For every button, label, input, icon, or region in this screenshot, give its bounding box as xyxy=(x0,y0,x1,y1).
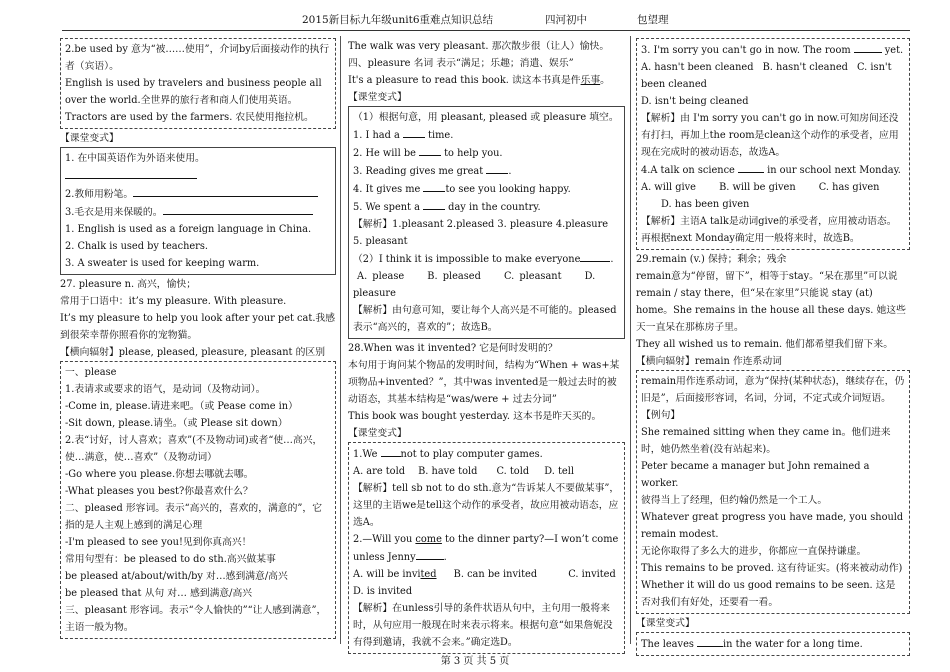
answer-explanation: 【解析】1.pleasant 2.pleased 3. pleasure 4.pleasure 5. pleasant xyxy=(353,219,609,247)
text-line: -I'm pleased to see you!见到你真高兴！ xyxy=(65,537,252,548)
options-row: A. will be invited B. can be invited C. invited xyxy=(353,569,616,580)
drill-box xyxy=(60,147,336,275)
answer-blank[interactable] xyxy=(419,144,441,156)
column-divider-1 xyxy=(340,36,341,644)
text-line: This book was bought yesterday. 这本书是昨天买的。 xyxy=(348,411,602,422)
drill-question: （2）I think it is impossible to make everyone . xyxy=(353,250,620,268)
text-line: be pleased that 从句 对… 感到满意/高兴 xyxy=(65,588,253,599)
drill-answer: 3. A sweater is used for keeping warm. xyxy=(65,258,260,269)
drill-question: 1. 在中国英语作为外语来使用。 xyxy=(65,150,331,185)
drill-question: 2. He will be to help you. xyxy=(353,144,620,162)
option-b[interactable]: B. hasn't cleaned xyxy=(762,62,848,73)
drill-question: 3.毛衣是用来保暖的。 xyxy=(65,203,331,221)
radiate-heading: 【横向辐射】remain 作连系动词 xyxy=(636,356,782,367)
option-b[interactable]: B. pleased xyxy=(427,271,481,282)
be-used-by-box xyxy=(60,38,336,129)
text-line: 二、pleased 形容词。表示“高兴的，喜欢的，满意的”，它指的是人主观上感到的满足心理 xyxy=(65,503,323,531)
option-d[interactable]: D. isn't being cleaned xyxy=(641,96,749,107)
text-line: Peter became a manager but John remained a worker. xyxy=(641,461,870,489)
answer-blank[interactable] xyxy=(423,180,445,192)
text-line: 本句用于询问某个物品的发明时间，结构为“When + was+某项物品+invented？”，其中was invented是一般过去时的被动语态，其基本结构是“was/were + 过去分词” xyxy=(348,360,620,405)
answer-blank[interactable] xyxy=(486,162,508,174)
text-line: remain用作连系动词，意为“保持(某种状态)，继续存在，仍旧是”，后面接形容词，名词，分词，不定式或介词短语。 xyxy=(641,376,905,404)
remain-usage-box xyxy=(636,370,910,614)
drill-question: 3. I'm sorry you can't go in now. The room yet. xyxy=(641,41,905,59)
option-c[interactable]: C. has given xyxy=(818,182,880,193)
answer-blank[interactable] xyxy=(381,445,401,457)
answer-explanation: 【解析】由句意可知，要让每个人高兴是不可能的。pleased表示“高兴的，喜欢的”；故选B。 xyxy=(353,305,617,333)
text-line: 1.表请求或要求的语气，是动词（及物动词）。 xyxy=(65,384,266,395)
text-line: Whatever great progress you have made, you should remain modest. xyxy=(641,512,904,540)
answer-explanation: 【解析】在unless引导的条件状语从句中，主句用一般将来时，从句应用一般现在时来表示将来。根据句意“如果詹妮没有得到邀请，我就不会来。”确定选D。 xyxy=(353,603,613,648)
answer-blank[interactable] xyxy=(423,198,445,210)
text-line: 无论你取得了多么大的进步，你都应一直保持谦虚。 xyxy=(641,546,867,557)
drill-heading: 【课堂变式】 xyxy=(636,618,695,629)
author-name: 包望理 xyxy=(637,14,669,26)
drill-question: 4. It gives me to see you looking happy. xyxy=(353,180,620,198)
text-line: 三、pleasant 形容词。表示“令人愉快的”“让人感到满意”，主语一般为物。 xyxy=(65,605,327,633)
text-line: -Go where you please.你想去哪就去哪。 xyxy=(65,469,254,480)
option-b[interactable]: B. have told xyxy=(418,466,478,477)
drill-question: 5. We spent a day in the country. xyxy=(353,198,620,216)
text-line: （1）根据句意，用 pleasant, pleased 或 pleasure 填空。 xyxy=(353,112,619,123)
text-line: It’s my pleasure to help you look after your pet cat.我感到很荣幸帮你照看你的宠物猫。 xyxy=(60,313,336,341)
options-row xyxy=(641,59,905,93)
option-a[interactable]: A. will give xyxy=(641,182,696,193)
text-line: They all wished us to remain. 他们都希望我们留下来。 xyxy=(636,339,894,350)
text-line: The walk was very pleasant. 那次散步很（让人）愉快。 xyxy=(348,41,610,52)
text-line: 2.be used by 意为“被……使用”，介词by后面接动作的执行者（宾语）。 xyxy=(65,44,330,72)
drill-question: 3. Reading gives me great . xyxy=(353,162,620,180)
drill-question: 4.A talk on science in our school next Monday. xyxy=(641,161,905,179)
drill-answer: 1. English is used as a foreign language in China. xyxy=(65,224,312,235)
drill-question: 2.教师用粉笔。 xyxy=(65,185,331,203)
option-c[interactable]: C. told xyxy=(496,466,530,477)
text-line: 常用句型有：be pleased to do sth.高兴做某事 xyxy=(65,554,276,565)
text-line: She remained sitting when they came in。他们进来时，她仍然坐着(没有站起来)。 xyxy=(641,427,891,455)
text-line: be pleased at/about/with/by 对…感到满意/高兴 xyxy=(65,571,288,582)
drill-question: 1. I had a time. xyxy=(353,126,620,144)
text-line: 2.表“讨好，讨人喜欢；喜欢”(不及物动词)或者“使…高兴，使…满意，使…喜欢”（及物动词） xyxy=(65,435,323,463)
column-3 xyxy=(636,38,910,657)
text-line: It's a pleasure to read this book. 读这本书真是件乐事。 xyxy=(348,75,610,86)
options-row xyxy=(641,179,905,213)
answer-explanation: 【解析】由 I'm sorry you can't go in now.可知房间还没有打扫，再加上the room是clean这个动作的承受者，应用现在完成时的被动语态，故选A。 xyxy=(641,113,899,158)
text-line: -What pleases you best?你最喜欢什么？ xyxy=(65,486,253,497)
text-line: -Sit down, please.请坐。（或 Please sit down） xyxy=(65,418,288,429)
drill-question: 2.—Will you come to the dinner party?—I won’t come unless Jenny . xyxy=(353,534,619,563)
option-c[interactable]: C. isn't been cleaned xyxy=(641,62,892,90)
drill-question: 1.We not to play computer games. xyxy=(353,445,620,463)
header-rule xyxy=(62,30,910,31)
answer-explanation: 【解析】主语A talk是动词give的承受者，应用被动语态。再根据next Monday确定用一般将来时，故选B。 xyxy=(641,216,897,244)
page-number: 第 3 页 共 5 页 xyxy=(440,656,510,667)
page-header xyxy=(0,12,950,30)
doc-title: 2015新目标九年级unit6重难点知识总结 xyxy=(302,14,494,26)
text-line: 常用于口语中：it’s my pleasure. With pleasure. xyxy=(60,296,287,307)
answer-blank[interactable] xyxy=(163,203,313,215)
drill-answer: 2. Chalk is used by teachers. xyxy=(65,241,209,252)
drill-heading: 【课堂变式】 xyxy=(60,133,119,144)
school-name: 四河初中 xyxy=(545,14,587,26)
column-2 xyxy=(348,38,625,655)
options-row xyxy=(353,268,620,302)
text-line: Tractors are used by the farmers. 农民使用拖拉机。 xyxy=(65,112,314,123)
text-line: 彼得当上了经理，但约翰仍然是一个工人。 xyxy=(641,495,828,506)
answer-blank[interactable] xyxy=(697,635,723,647)
answer-blank[interactable] xyxy=(738,161,764,173)
answer-explanation: 【解析】tell sb not to do sth.意为“告诉某人不要做某事”，这里的主语we是tell这个动作的承受者，故应用被动语态，应选A。 xyxy=(353,483,620,528)
option-b[interactable]: B. will be given xyxy=(719,182,796,193)
option-b[interactable]: B. can be invited xyxy=(453,569,538,580)
text-line: remain意为“停留，留下”，相等于stay。“呆在那里”可以说 remain / stay there，但“呆在家里”只能说 stay (at) home。She remains in the house all these days. 她这些天一直呆在那栋房子里。 xyxy=(636,271,906,333)
radiate-heading: 【横向辐射】please, pleased, pleasure, pleasant 的区别 xyxy=(60,347,325,358)
answer-blank[interactable] xyxy=(133,185,318,197)
drill-box xyxy=(348,442,625,654)
option-a[interactable]: A. hasn't been cleaned xyxy=(641,62,754,73)
option-d[interactable]: D. has been given xyxy=(661,199,750,210)
text-line: 28.When was it invented? 它是何时发明的？ xyxy=(348,343,558,354)
answer-blank[interactable] xyxy=(416,548,444,560)
option-d[interactable]: D. is invited xyxy=(353,586,413,597)
drill-heading: 【课堂变式】 xyxy=(348,92,407,103)
option-d[interactable]: D. pleasure xyxy=(353,271,596,299)
text-line: -Come in, please.请进来吧。（或 Pease come in） xyxy=(65,401,298,412)
drill-box xyxy=(636,38,910,250)
answer-blank[interactable] xyxy=(65,167,197,179)
text-line: English is used by travelers and business people all over the world.全世界的旅行者和商人们使用英语。 xyxy=(65,78,322,106)
column-divider-2 xyxy=(630,36,631,644)
option-a[interactable]: A. will be invi xyxy=(353,569,421,580)
answer-blank[interactable] xyxy=(854,41,882,53)
options-row xyxy=(353,463,620,480)
option-c[interactable]: C. pleasant xyxy=(504,271,562,282)
option-c[interactable]: C. invited xyxy=(568,569,616,580)
text-line: Whether it will do us good remains to be seen. 这是否对我们有好处，还要看一看。 xyxy=(641,580,896,608)
option-a[interactable]: A. are told xyxy=(353,466,405,477)
option-a[interactable]: A. please xyxy=(357,271,405,282)
drill-heading: 【课堂变式】 xyxy=(348,428,407,439)
text-line: 一、please xyxy=(65,367,117,378)
please-usage-box xyxy=(60,361,336,639)
answer-blank[interactable] xyxy=(580,250,610,262)
text-line: 【例句】 xyxy=(641,410,681,421)
drill-box xyxy=(348,106,625,339)
option-d[interactable]: D. tell xyxy=(544,466,574,477)
answer-blank[interactable] xyxy=(403,126,425,138)
text-line: 27. pleasure n. 高兴，愉快； xyxy=(60,279,196,290)
drill-question: The leaves in the water for a long time. xyxy=(641,635,905,653)
text-line: This remains to be proved. 这有待证实。(将来被动动作) xyxy=(641,563,903,574)
column-1 xyxy=(60,38,336,640)
text-line: 29.remain (v.) 保持；剩余；残余 xyxy=(636,254,787,265)
text-line: 四、pleasure 名词 表示“满足；乐趣；消遣、娱乐” xyxy=(348,58,574,69)
